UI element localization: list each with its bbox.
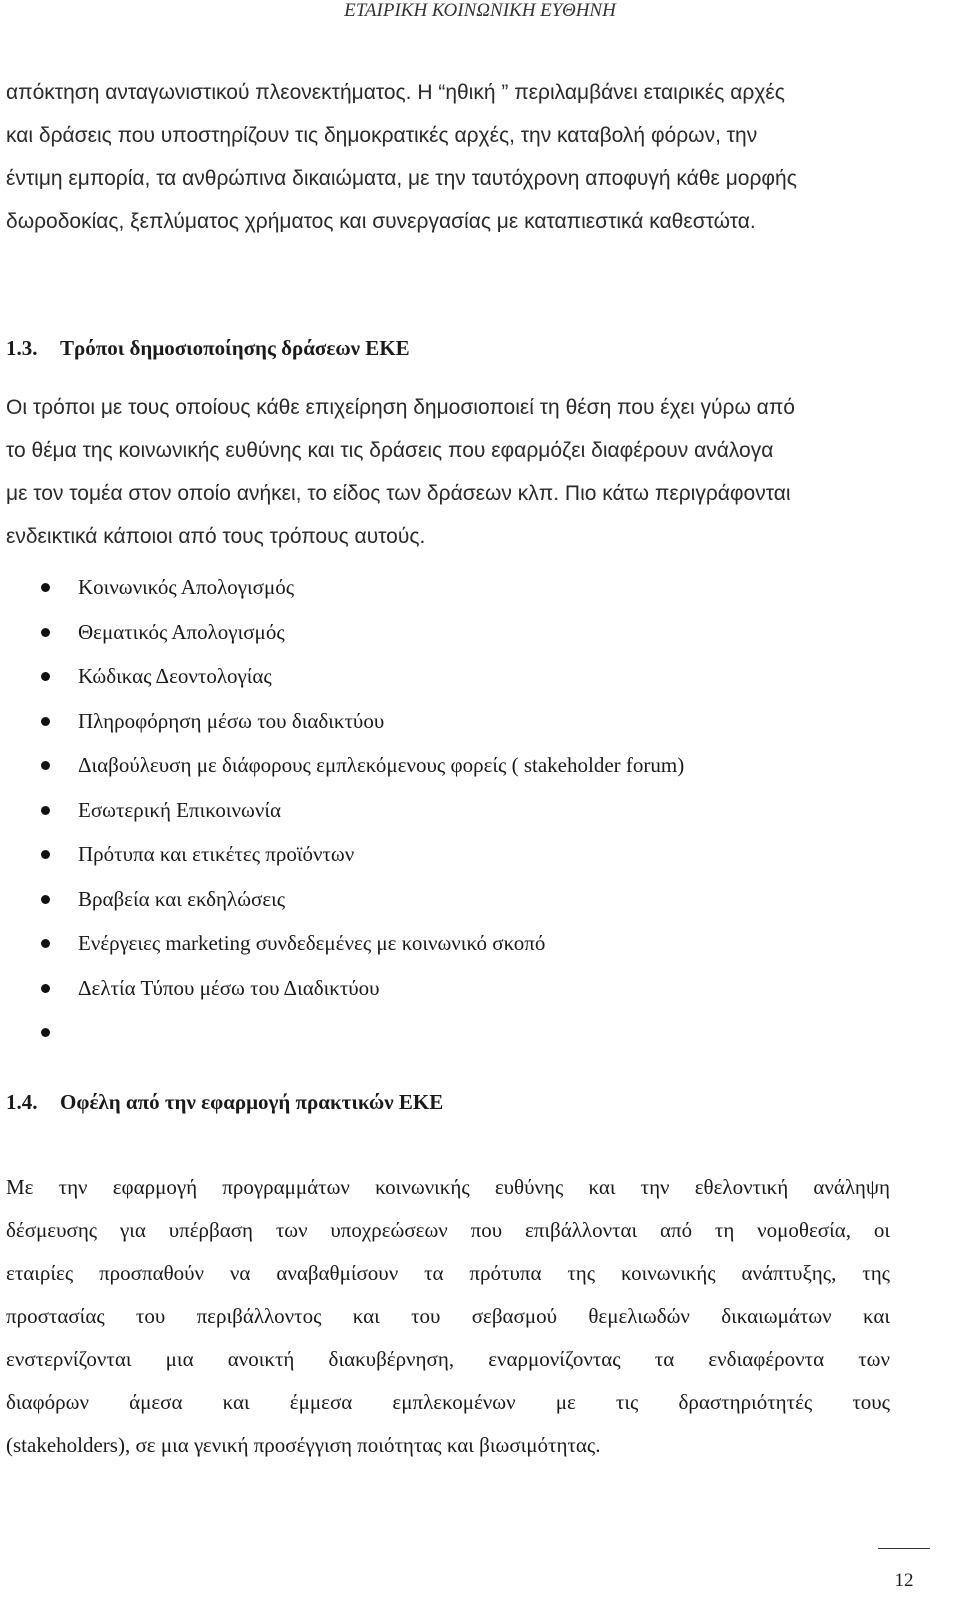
- footer-divider: [878, 1548, 930, 1549]
- bullet-icon: [41, 583, 50, 592]
- list-item-text: Βραβεία και εκδηλώσεις: [78, 886, 286, 911]
- paragraph-line: ενδεικτικά κάποιοι από τους τρόπους αυτούς.: [6, 525, 426, 548]
- list-item-text: Πληροφόρηση μέσω του διαδικτύου: [78, 708, 385, 733]
- list-item: [0, 788, 684, 833]
- page-number: 12: [894, 1570, 914, 1591]
- bullet-icon: [41, 939, 50, 948]
- paragraph-line: με τον τομέα στον οποίο ανήκει, το είδος των δράσεων κλπ. Πιο κάτω περιγράφονται: [6, 482, 791, 505]
- list-item: [0, 610, 684, 655]
- section-number: 1.4.: [6, 1090, 38, 1114]
- bullet-icon: [41, 850, 50, 859]
- list-item: [0, 565, 684, 610]
- list-item: [0, 966, 684, 1011]
- bullet-icon: [41, 717, 50, 726]
- intro-paragraph: [6, 71, 882, 243]
- bullet-icon: [41, 1028, 50, 1037]
- list-item: [0, 1010, 684, 1055]
- paragraph-line: και δράσεις που υποστηρίζουν τις δημοκρατικές αρχές, την καταβολή φόρων, την: [6, 124, 758, 147]
- section-heading-1-3: [6, 334, 410, 362]
- list-item-text: Πρότυπα και ετικέτες προϊόντων: [78, 842, 355, 866]
- paragraph-line: ενστερνίζονται μια ανοικτή διακυβέρνηση, εναρμονίζοντας τα ενδιαφέροντα των: [6, 1347, 890, 1371]
- section-number: 1.3.: [6, 336, 38, 360]
- list-item: [0, 877, 684, 922]
- paragraph-line: (stakeholders), σε μια γενική προσέγγιση ποιότητας και βιωσιμότητας.: [6, 1433, 601, 1457]
- paragraph-line: προστασίας του περιβάλλοντος και του σεβασμού θεμελιωδών δικαιωμάτων και: [6, 1304, 890, 1328]
- bullet-icon: [41, 806, 50, 815]
- paragraph-line: απόκτηση ανταγωνιστικού πλεονεκτήματος. Η “ηθική ” περιλαμβάνει εταιρικές αρχές: [6, 81, 785, 104]
- list-item-text: Διαβούλευση με διάφορους εμπλεκόμενους φορείς ( stakeholder forum): [78, 753, 685, 777]
- bullet-icon: [41, 895, 50, 904]
- list-item: [0, 699, 684, 744]
- list-item: [0, 654, 684, 699]
- bullet-icon: [41, 672, 50, 681]
- list-item: [0, 743, 684, 788]
- bullet-icon: [41, 628, 50, 637]
- paragraph-line: Οι τρόποι με τους οποίους κάθε επιχείρηση δημοσιοποιεί τη θέση που έχει γύρω από: [6, 396, 795, 419]
- paragraph-line: δέσμευσης για υπέρβαση των υποχρεώσεων που επιβάλλονται από τη νομοθεσία, οι: [6, 1218, 890, 1242]
- paragraph-line: εταιρίες προσπαθούν να αναβαθμίσουν τα πρότυπα της κοινωνικής ανάπτυξης, της: [6, 1261, 890, 1285]
- section-title: Τρόποι δημοσιοποίησης δράσεων ΕΚΕ: [60, 336, 410, 360]
- running-header: ΕΤΑΙΡΙΚΗ ΚΟΙΝΩΝΙΚΗ ΕΥΘΗΝΗ: [344, 0, 616, 21]
- paragraph-line: έντιμη εμπορία, τα ανθρώπινα δικαιώματα, με την ταυτόχρονη αποφυγή κάθε μορφής: [6, 167, 797, 190]
- bullet-icon: [41, 761, 50, 770]
- section-1-4-paragraph: [6, 1166, 890, 1467]
- list-item: [0, 921, 684, 966]
- paragraph-line: διαφόρων άμεσα και έμμεσα εμπλεκομένων με τις δραστηριότητές τους: [6, 1390, 890, 1414]
- list-item-text: Θεματικός Απολογισμός: [78, 619, 285, 644]
- section-title: Οφέλη από την εφαρμογή πρακτικών ΕΚΕ: [60, 1090, 444, 1114]
- list-item-text: Εσωτερική Επικοινωνία: [78, 797, 281, 822]
- list-item-text: Ενέργειες marketing συνδεδεμένες με κοινωνικό σκοπό: [78, 931, 546, 955]
- paragraph-line: Με την εφαρμογή προγραμμάτων κοινωνικής ευθύνης και την εθελοντική ανάληψη: [6, 1175, 890, 1199]
- list-item-text: Δελτία Τύπου μέσω του Διαδικτύου: [78, 975, 380, 1000]
- bullet-list: [0, 565, 684, 1055]
- paragraph-line: δωροδοκίας, ξεπλύματος χρήματος και συνεργασίας με καταπιεστικά καθεστώτα.: [6, 210, 756, 233]
- list-item-text: Κώδικας Δεοντολογίας: [78, 664, 272, 688]
- section-1-3-paragraph: [6, 386, 880, 558]
- list-item-text: Κοινωνικός Απολογισμός: [78, 575, 295, 599]
- list-item: [0, 832, 684, 877]
- paragraph-line: το θέμα της κοινωνικής ευθύνης και τις δράσεις που εφαρμόζει διαφέρουν ανάλογα: [6, 439, 774, 462]
- bullet-icon: [41, 984, 50, 993]
- section-heading-1-4: [6, 1088, 443, 1116]
